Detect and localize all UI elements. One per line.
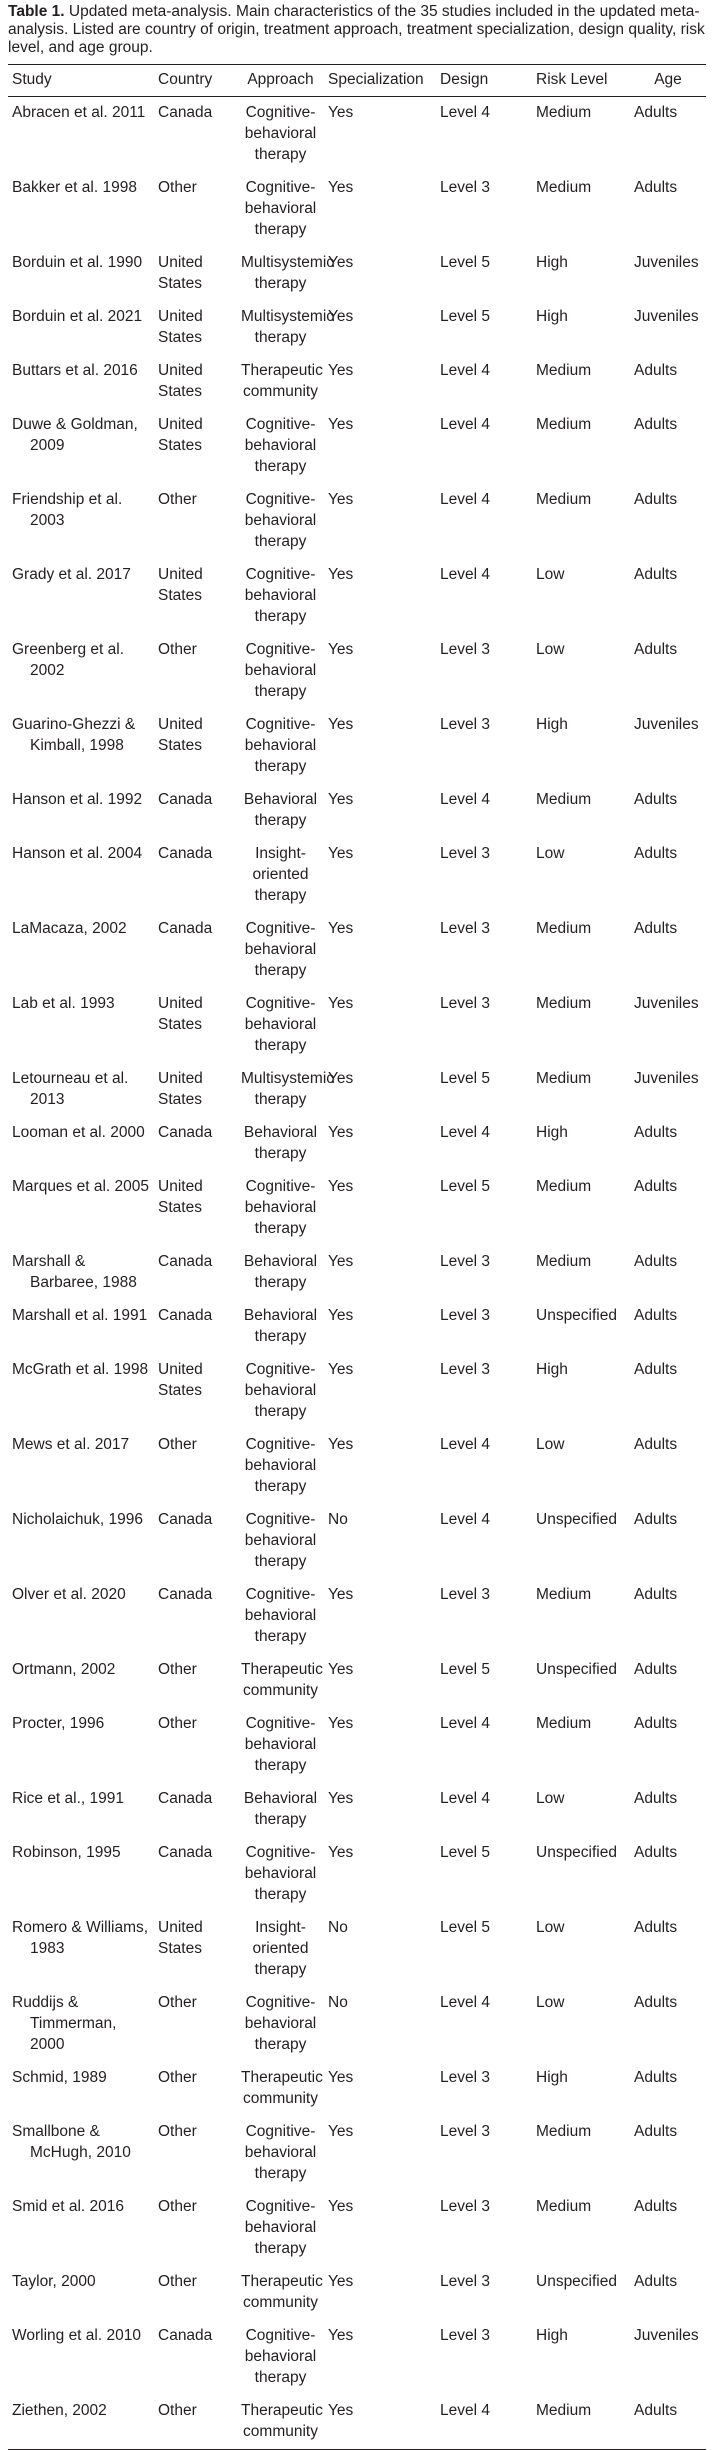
cell-age: Adults [634,791,678,808]
header-age: Age [630,65,706,97]
cell-country: Other [158,2198,197,2215]
cell-study: Greenberg et al. 2002 [12,641,125,679]
cell-risk-level: Unspecified [536,1511,617,1528]
cell-country: Canada [158,1307,213,1324]
header-design: Design [436,65,532,97]
cell-design: Level 3 [440,641,490,658]
cell-approach: Cognitive-behavioral therapy [244,1844,317,1903]
cell-study: Procter, 1996 [12,1715,105,1732]
cell-approach: Therapeutic community [241,1661,323,1699]
cell-risk-level: Unspecified [536,1307,617,1324]
table-row [8,2320,706,2395]
cell-age: Adults [634,1994,678,2011]
cell-country: United States [158,1070,203,1108]
cell-country: Other [158,2069,197,2086]
cell-design: Level 5 [440,1661,490,1678]
cell-country: Canada [158,104,213,121]
cell-country: Canada [158,920,213,937]
cell-country: Other [158,1661,197,1678]
cell-risk-level: Medium [536,104,592,121]
cell-approach: Behavioral therapy [243,1790,318,1828]
cell-age: Adults [634,416,678,433]
cell-design: Level 5 [440,254,490,271]
table-row [8,913,706,988]
cell-risk-level: Medium [536,1715,592,1732]
table-row [8,2191,706,2266]
cell-design: Level 3 [440,2069,490,2086]
cell-risk-level: Low [536,1790,565,1807]
cell-age: Adults [634,1715,678,1732]
cell-risk-level: Medium [536,1070,592,1087]
cell-design: Level 4 [440,1511,490,1528]
cell-study: Smid et al. 2016 [12,2198,125,2215]
cell-specialization: Yes [328,716,354,733]
cell-design: Level 3 [440,2273,490,2290]
cell-risk-level: Medium [536,362,592,379]
cell-specialization: Yes [328,1361,354,1378]
table-body [8,97,706,2450]
cell-approach: Cognitive-behavioral therapy [244,1436,317,1495]
cell-study: Bakker et al. 1998 [12,179,137,196]
table-row [8,1783,706,1837]
table-row [8,838,706,913]
cell-study: Schmid, 1989 [12,2069,107,2086]
cell-design: Level 3 [440,1361,490,1378]
cell-specialization: Yes [328,1661,354,1678]
cell-design: Level 4 [440,416,490,433]
cell-study: Ortmann, 2002 [12,1661,116,1678]
cell-approach: Cognitive-behavioral therapy [244,179,317,238]
cell-country: United States [158,1178,203,1216]
cell-specialization: Yes [328,254,354,271]
cell-risk-level: Medium [536,1586,592,1603]
cell-approach: Cognitive-behavioral therapy [244,920,317,979]
cell-specialization: Yes [328,1586,354,1603]
cell-age: Adults [634,641,678,658]
cell-age: Adults [634,2198,678,2215]
cell-study: Taylor, 2000 [12,2273,96,2290]
cell-country: Canada [158,1253,213,1270]
cell-age: Adults [634,104,678,121]
cell-country: United States [158,254,203,292]
cell-age: Adults [634,1253,678,1270]
cell-country: United States [158,362,203,400]
header-country: Country [154,65,237,97]
cell-design: Level 4 [436,2395,532,2450]
cell-approach: Cognitive-behavioral therapy [244,1511,317,1570]
cell-specialization: Yes [328,179,354,196]
cell-design: Level 3 [440,1307,490,1324]
cell-age: Adults [634,920,678,937]
cell-country: Other [158,1994,197,2011]
cell-country: United States [158,716,203,754]
cell-approach: Therapeutic community [237,2395,324,2450]
cell-specialization: Yes [328,1790,354,1807]
cell-risk-level: Unspecified [536,2273,617,2290]
cell-study: Marshall et al. 1991 [12,1307,148,1324]
cell-country: Other [158,491,197,508]
cell-age: Adults [634,566,678,583]
table-caption-label: Table 1. [8,3,65,20]
cell-risk-level: Medium [536,920,592,937]
cell-age: Juveniles [634,308,699,325]
cell-country: Canada [158,1511,213,1528]
cell-risk-level: Low [536,1994,565,2011]
cell-risk-level: Medium [536,1253,592,1270]
cell-specialization: Yes [328,920,354,937]
cell-study: Borduin et al. 1990 [12,254,143,271]
cell-risk-level: Low [536,1919,565,1936]
cell-design: Level 3 [440,2327,490,2344]
cell-age: Adults [634,1436,678,1453]
table-row [8,1912,706,1987]
table-row [8,709,706,784]
table-row [8,1063,706,1117]
cell-approach: Multisystemic therapy [241,1070,335,1108]
cell-specialization: Yes [328,2123,354,2140]
cell-risk-level: Medium [536,995,592,1012]
table-row [8,1117,706,1171]
cell-study: Grady et al. 2017 [12,566,131,583]
cell-country: United States [158,1361,203,1399]
cell-age: Adults [634,1790,678,1807]
cell-approach: Cognitive-behavioral therapy [244,1994,317,2053]
cell-risk-level: Medium [536,491,592,508]
table-row [8,1354,706,1429]
cell-study: Guarino-Ghezzi & Kimball, 1998 [12,716,136,754]
cell-design: Level 3 [440,1586,490,1603]
cell-approach: Cognitive-behavioral therapy [244,995,317,1054]
cell-age: Adults [634,2123,678,2140]
cell-design: Level 4 [440,791,490,808]
table-row [8,409,706,484]
cell-risk-level: High [536,254,568,271]
cell-country: Other [158,2123,197,2140]
characteristics-table [8,64,706,2450]
cell-country: Canada [158,791,213,808]
cell-age: Adults [634,2273,678,2290]
cell-approach: Behavioral therapy [243,1253,318,1291]
cell-design: Level 3 [440,716,490,733]
cell-risk-level: Low [536,641,565,658]
cell-specialization: No [328,1511,348,1528]
cell-approach: Cognitive-behavioral therapy [244,566,317,625]
cell-age: Adults [634,1661,678,1678]
cell-country: United States [158,566,203,604]
table-row [8,1708,706,1783]
header-approach: Approach [237,65,324,97]
cell-design: Level 3 [440,2198,490,2215]
cell-age: Adults [634,1511,678,1528]
cell-design: Level 4 [440,1124,490,1141]
cell-study: Olver et al. 2020 [12,1586,126,1603]
cell-approach: Multisystemic therapy [241,308,335,346]
cell-country: Other [158,1715,197,1732]
cell-study: Worling et al. 2010 [12,2327,141,2344]
cell-age: Adults [634,2069,678,2086]
header-study: Study [8,65,154,97]
cell-specialization: Yes [324,2395,436,2450]
table-row [8,1171,706,1246]
cell-design: Level 3 [440,920,490,937]
cell-country: Other [154,2395,237,2450]
cell-approach: Cognitive-behavioral therapy [244,716,317,775]
cell-approach: Cognitive-behavioral therapy [244,641,317,700]
table-row [8,1837,706,1912]
cell-study: Marques et al. 2005 [12,1178,150,1195]
cell-specialization: Yes [328,995,354,1012]
cell-study: Mews et al. 2017 [12,1436,130,1453]
cell-risk-level: High [536,716,568,733]
cell-risk-level: Medium [536,791,592,808]
cell-country: Canada [158,1790,213,1807]
cell-approach: Cognitive-behavioral therapy [244,2198,317,2257]
table-row [8,2395,706,2450]
cell-approach: Therapeutic community [241,362,323,400]
table-row [8,2116,706,2191]
table-row [8,1246,706,1300]
cell-risk-level: Medium [536,416,592,433]
cell-study: Robinson, 1995 [12,1844,121,1861]
table-row [8,247,706,301]
cell-design: Level 3 [440,179,490,196]
cell-age: Adults [634,491,678,508]
cell-specialization: No [328,1994,348,2011]
cell-country: Other [158,1436,197,1453]
cell-approach: Cognitive-behavioral therapy [244,416,317,475]
cell-study: Ziethen, 2002 [8,2395,154,2450]
cell-approach: Cognitive-behavioral therapy [244,104,317,163]
cell-age: Juveniles [634,2327,699,2344]
table-row [8,988,706,1063]
cell-age: Adults [634,1124,678,1141]
header-specialization: Specialization [324,65,436,97]
cell-study: McGrath et al. 1998 [12,1361,149,1378]
cell-approach: Cognitive-behavioral therapy [244,2327,317,2386]
cell-risk-level: Medium [536,2198,592,2215]
table-caption-text: Updated meta-analysis. Main characteristics of the 35 studies included in the updated meta-analysis. Listed are country of origin, treatment approach, treatment specialization, design quality, risk level, and age group. [8,3,705,56]
cell-specialization: Yes [328,1253,354,1270]
cell-age: Adults [634,1307,678,1324]
cell-specialization: Yes [328,1178,354,1195]
cell-approach: Behavioral therapy [243,791,318,829]
table-row [8,355,706,409]
cell-design: Level 4 [440,1715,490,1732]
cell-specialization: No [328,1919,348,1936]
table-row [8,484,706,559]
cell-study: Smallbone & McHugh, 2010 [12,2123,131,2161]
table-row [8,1987,706,2062]
cell-specialization: Yes [328,104,354,121]
table-row [8,301,706,355]
cell-design: Level 5 [440,1919,490,1936]
cell-risk-level: Unspecified [536,1844,617,1861]
cell-country: United States [158,1919,203,1957]
cell-study: LaMacaza, 2002 [12,920,127,937]
cell-study: Abracen et al. 2011 [12,104,146,121]
cell-age: Adults [634,1844,678,1861]
cell-country: United States [158,308,203,346]
table-row [8,97,706,173]
cell-study: Nicholaichuk, 1996 [12,1511,143,1528]
cell-risk-level: High [536,1361,568,1378]
cell-specialization: Yes [328,308,354,325]
cell-country: Canada [158,845,213,862]
table-caption [8,0,706,64]
cell-design: Level 4 [440,362,490,379]
cell-risk-level: High [536,308,568,325]
cell-country: Other [158,641,197,658]
cell-approach: Insight-oriented therapy [252,845,309,904]
cell-design: Level 3 [440,845,490,862]
cell-country: Other [158,2273,197,2290]
cell-age: Adults [634,845,678,862]
cell-study: Marshall & Barbaree, 1988 [12,1253,137,1291]
cell-design: Level 5 [440,1178,490,1195]
cell-study: Hanson et al. 2004 [12,845,143,862]
cell-risk-level: Unspecified [536,1661,617,1678]
cell-age: Adults [634,1586,678,1603]
table-row [8,1654,706,1708]
cell-country: Canada [158,2327,213,2344]
cell-age: Adults [634,362,678,379]
cell-specialization: Yes [328,1844,354,1861]
cell-study: Hanson et al. 1992 [12,791,143,808]
cell-specialization: Yes [328,2273,354,2290]
cell-specialization: Yes [328,2198,354,2215]
cell-age: Juveniles [634,254,699,271]
cell-approach: Multisystemic therapy [241,254,335,292]
cell-approach: Cognitive-behavioral therapy [244,1361,317,1420]
cell-design: Level 5 [440,1844,490,1861]
cell-design: Level 4 [440,1790,490,1807]
cell-study: Friendship et al. 2003 [12,491,123,529]
cell-age: Juveniles [634,716,699,733]
table-row [8,559,706,634]
table-row [8,1429,706,1504]
cell-design: Level 4 [440,566,490,583]
cell-approach: Cognitive-behavioral therapy [244,1178,317,1237]
cell-design: Level 4 [440,1436,490,1453]
cell-risk-level: Medium [536,179,592,196]
cell-country: United States [158,416,203,454]
cell-approach: Behavioral therapy [243,1307,318,1345]
cell-design: Level 4 [440,1994,490,2011]
cell-specialization: Yes [328,791,354,808]
cell-risk-level: Low [536,566,565,583]
cell-approach: Cognitive-behavioral therapy [244,1586,317,1645]
cell-approach: Behavioral therapy [243,1124,318,1162]
cell-design: Level 3 [440,995,490,1012]
cell-specialization: Yes [328,845,354,862]
cell-specialization: Yes [328,1124,354,1141]
cell-specialization: Yes [328,566,354,583]
cell-specialization: Yes [328,416,354,433]
cell-risk-level: High [536,2327,568,2344]
cell-approach: Insight-oriented therapy [252,1919,309,1978]
cell-risk-level: Medium [532,2395,630,2450]
cell-approach: Cognitive-behavioral therapy [244,1715,317,1774]
cell-approach: Cognitive-behavioral therapy [244,2123,317,2182]
cell-age: Adults [630,2395,706,2450]
cell-study: Looman et al. 2000 [12,1124,145,1141]
header-row [8,65,706,97]
table-row [8,172,706,247]
cell-specialization: Yes [328,491,354,508]
cell-study: Buttars et al. 2016 [12,362,138,379]
cell-design: Level 4 [440,104,490,121]
cell-country: Other [158,179,197,196]
table-row [8,2062,706,2116]
cell-specialization: Yes [328,1070,354,1087]
cell-country: Canada [158,1844,213,1861]
cell-study: Ruddijs & Timmerman, 2000 [12,1994,117,2053]
cell-age: Adults [634,1178,678,1195]
cell-approach: Therapeutic community [241,2069,323,2107]
cell-study: Rice et al., 1991 [12,1790,125,1807]
cell-specialization: Yes [328,2327,354,2344]
cell-study: Lab et al. 1993 [12,995,115,1012]
header-risk-level: Risk Level [532,65,630,97]
table-row [8,2266,706,2320]
cell-risk-level: Medium [536,2123,592,2140]
cell-specialization: Yes [328,1715,354,1732]
cell-study: Borduin et al. 2021 [12,308,143,325]
cell-age: Adults [634,1919,678,1936]
cell-age: Adults [634,1361,678,1378]
cell-specialization: Yes [328,2069,354,2086]
table-row [8,1300,706,1354]
cell-specialization: Yes [328,1307,354,1324]
cell-country: United States [158,995,203,1033]
cell-design: Level 5 [440,308,490,325]
cell-age: Juveniles [634,995,699,1012]
cell-country: Canada [158,1124,213,1141]
cell-approach: Therapeutic community [241,2273,323,2311]
cell-age: Adults [634,179,678,196]
cell-age: Juveniles [634,1070,699,1087]
table-row [8,784,706,838]
table-row [8,634,706,709]
cell-risk-level: Low [536,1436,565,1453]
cell-specialization: Yes [328,641,354,658]
cell-design: Level 3 [440,2123,490,2140]
cell-specialization: Yes [328,362,354,379]
cell-study: Duwe & Goldman, 2009 [12,416,138,454]
table-row [8,1504,706,1579]
cell-study: Letourneau et al. 2013 [12,1070,129,1108]
cell-risk-level: Low [536,845,565,862]
cell-study: Romero & Williams, 1983 [12,1919,149,1957]
cell-design: Level 5 [440,1070,490,1087]
cell-risk-level: High [536,2069,568,2086]
cell-risk-level: High [536,1124,568,1141]
cell-design: Level 3 [440,1253,490,1270]
cell-approach: Cognitive-behavioral therapy [244,491,317,550]
cell-country: Canada [158,1586,213,1603]
cell-risk-level: Medium [536,1178,592,1195]
table-row [8,1579,706,1654]
cell-specialization: Yes [328,1436,354,1453]
cell-design: Level 4 [440,491,490,508]
